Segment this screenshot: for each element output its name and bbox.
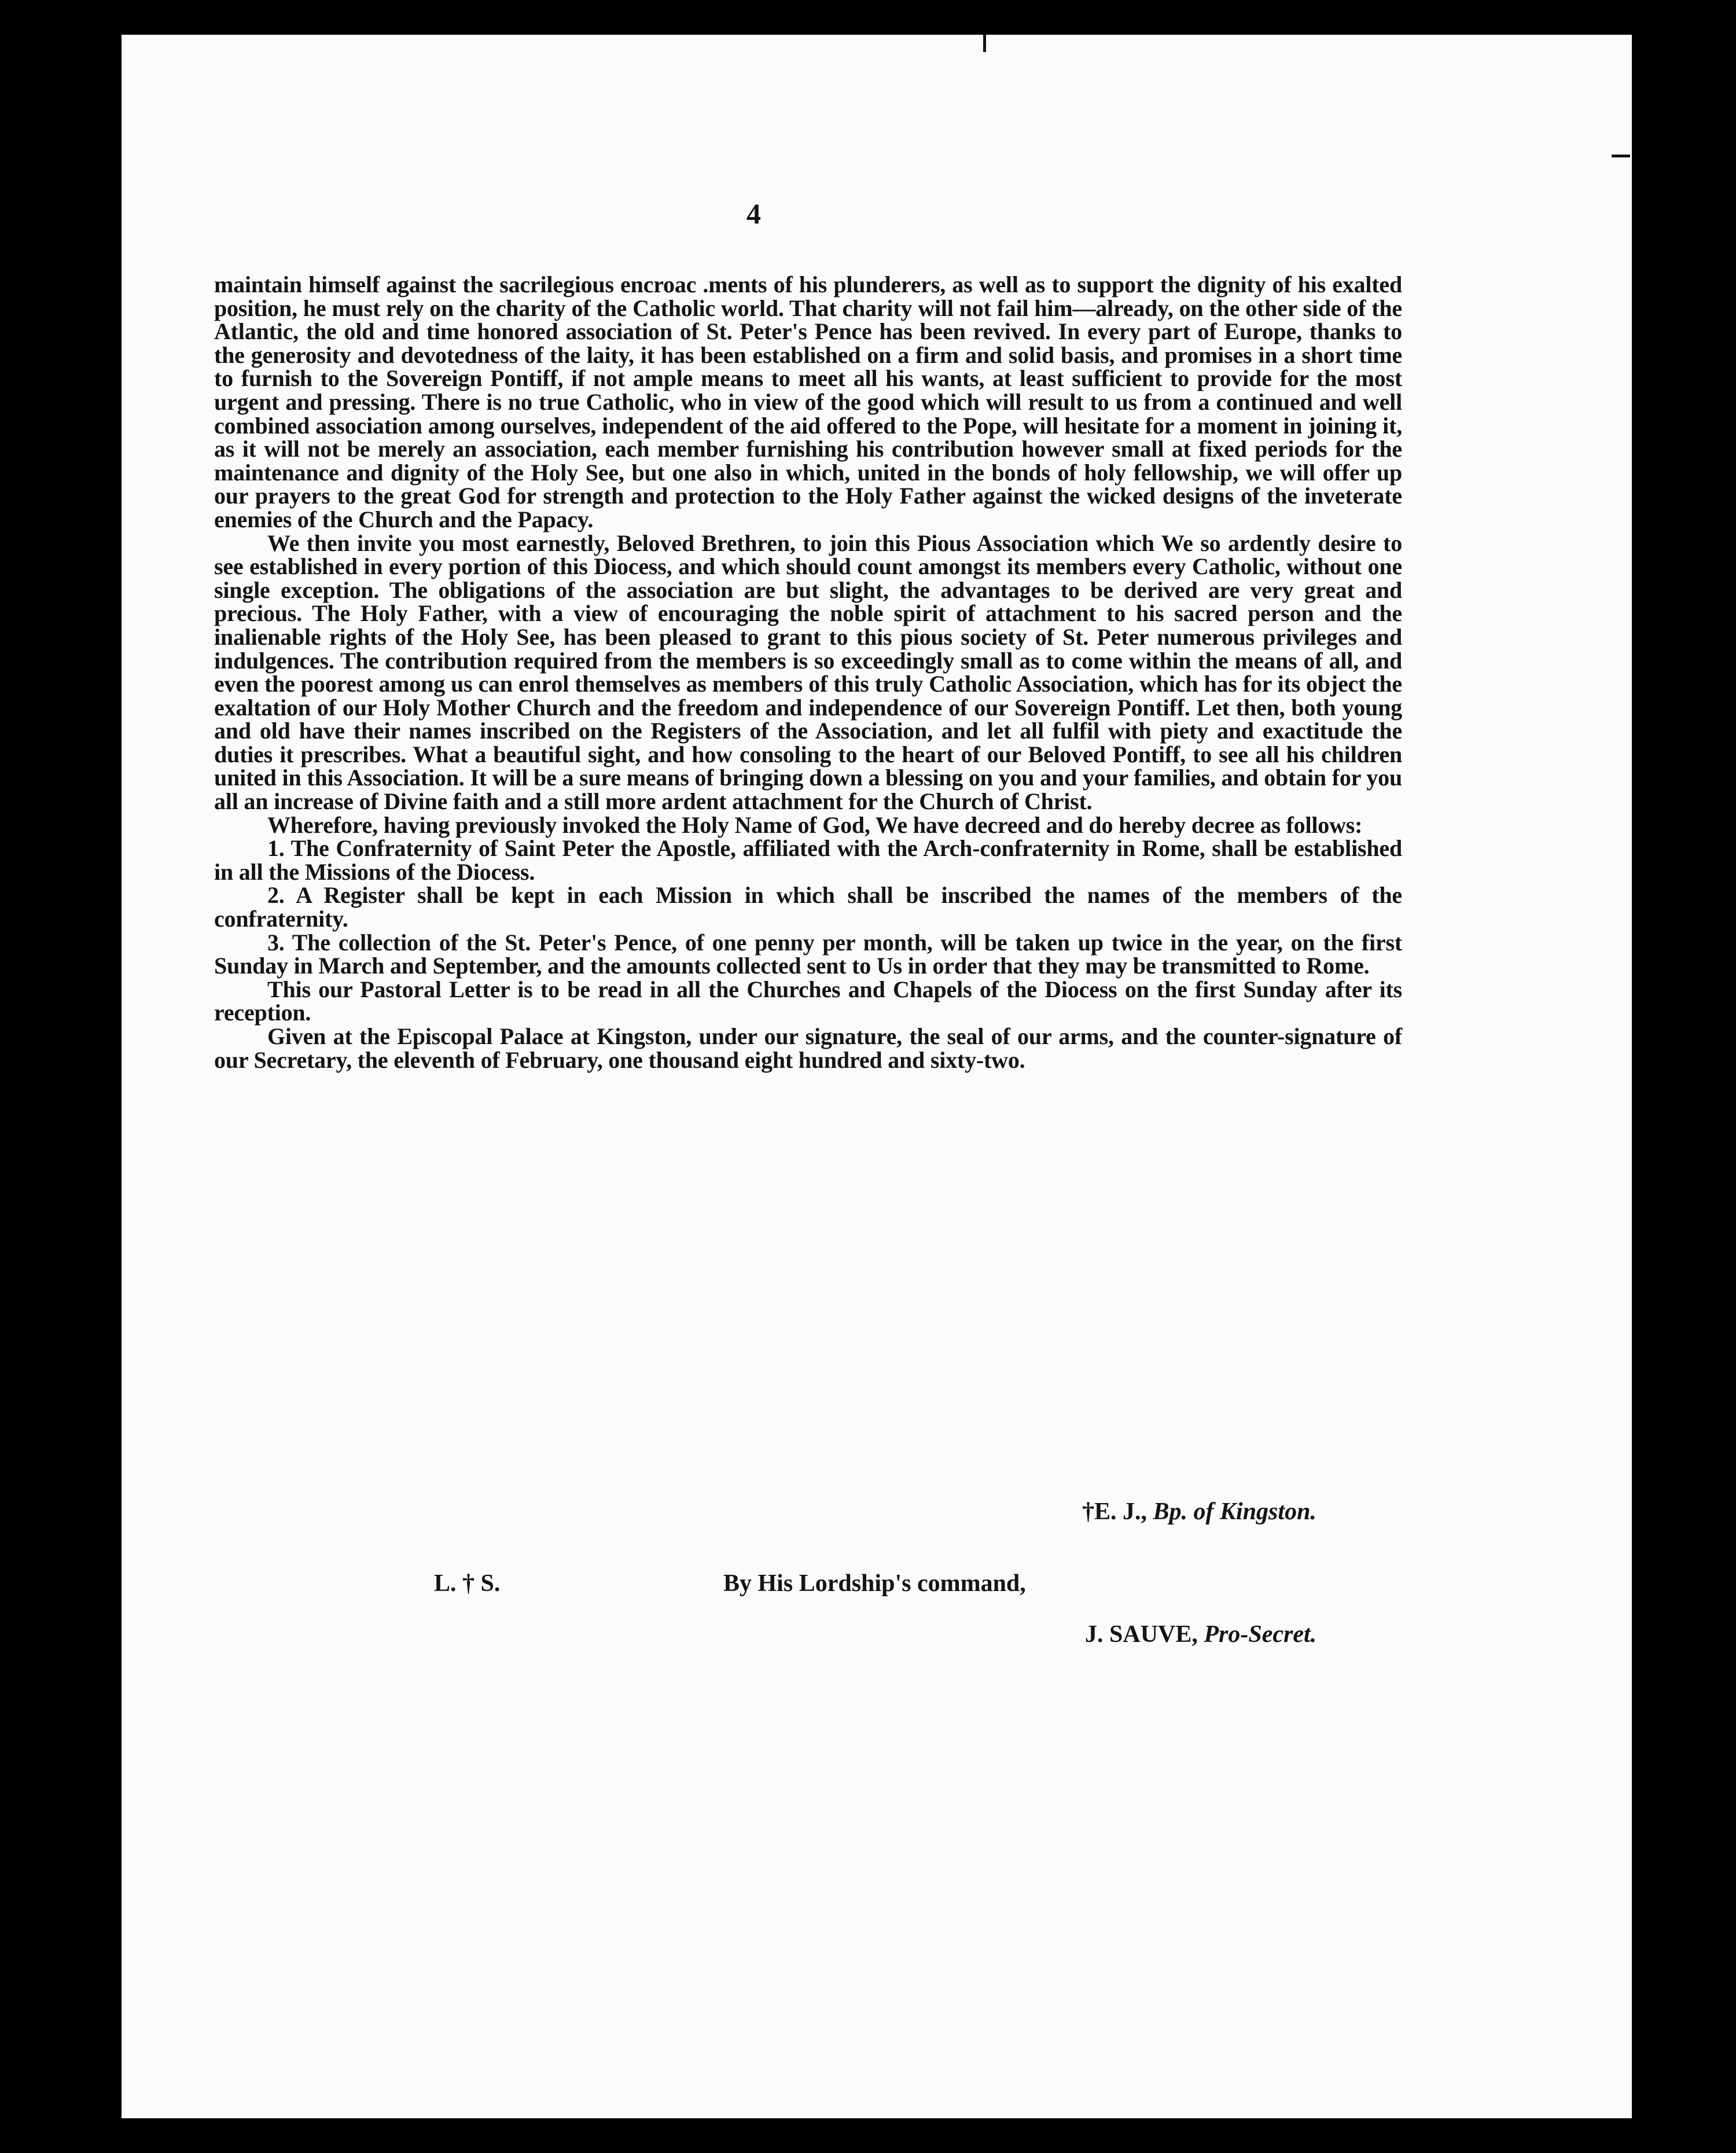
body-paragraph: Wherefore, having previously invoked the Holy Name of God, We have decreed and do hereby decree as follows: [267,811,1363,838]
body-paragraph: This our Pastoral Letter is to be read in all the Churches and Chapels of the Diocess on the first Sunday after its reception. [214,976,1402,1026]
decree-item: 2. A Register shall be kept in each Mission in which shall be inscribed the names of the members of the confraternity. [214,882,1402,932]
page-number: 4 [746,197,761,230]
bishop-title: Bp. of Kingston. [1153,1498,1316,1525]
secretary-name: J. SAUVE, [1085,1621,1198,1648]
bishop-signature [1082,1498,1316,1526]
decree-item: 3. The collection of the St. Peter's Pence, of one penny per month, will be taken up twice in the year, on the first Sunday in March and September, and the amounts collected sent to Us in order that they may be transmitted to Rome. [214,929,1402,979]
letter-body [214,273,1402,1072]
decree-item: 1. The Confraternity of Saint Peter the Apostle, affiliated with the Arch-confraternity in Rome, shall be established in all the Missions of the Diocess. [214,835,1402,885]
bishop-name: †E. J., [1082,1498,1147,1525]
secretary-title: Pro-Secret. [1204,1621,1317,1648]
seal-mark: L. † S. [434,1570,501,1597]
body-paragraph: maintain himself against the sacrilegious encroac .ments of his plunderers, as well as to support the dignity of his exalted position, he must rely on the charity of the Catholic world. That charity will not fail him—already, on the other side of the Atlantic, the old and time honored association of St. Peter's Pence has been revived. In every part of Europe, thanks to the generosity and devotedness of the laity, it has been established on a firm and solid basis, and promises in a short time to furnish to the Sovereign Pontiff, if not ample means to meet all his wants, at least sufficient to provide for the most urgent and pressing. There is no true Catholic, who in view of the good which will result to us from a continued and well combined association among ourselves, independent of the aid offered to the Pope, will hesitate for a moment in joining it, as it will not be merely an association, each member furnishing his contribution however small at fixed periods for the maintenance and dignity of the Holy See, but one also in which, united in the bonds of holy fellowship, we will offer up our prayers to the great God for strength and protection to the Holy Father against the wicked designs of the inveterate enemies of the Church and the Papacy. [214,271,1402,532]
secretary-signature [1085,1621,1316,1648]
scan-mark [983,35,986,52]
command-line: By His Lordship's command, [723,1570,1026,1597]
body-paragraph: We then invite you most earnestly, Beloved Brethren, to join this Pious Association which We so ardently desire to see established in every portion of this Diocess, and which should count amongst its members every Catholic, without one single exception. The obligations of the association are but slight, the advantages to be derived are very great and precious. The Holy Father, with a view of encouraging the noble spirit of attachment to his sacred person and the inalienable rights of the Holy See, has been pleased to grant to this pious society of St. Peter numerous privileges and indulgences. The contribution required from the members is so exceedingly small as to come within the means of all, and even the poorest among us can enrol themselves as members of this truly Catholic Association, which has for its object the exaltation of our Holy Mother Church and the freedom and independence of our Sovereign Pontiff. Let then, both young and old have their names inscribed on the Registers of the Association, and let all fulfil with piety and exactitude the duties it prescribes. What a beautiful sight, and how consoling to the heart of our Beloved Pontiff, to see all his children united in this Association. It will be a sure means of bringing down a blessing on you and your families, and obtain for you all an increase of Divine faith and a still more ardent attachment for the Church of Christ. [214,530,1402,815]
body-paragraph: Given at the Episcopal Palace at Kingston, under our signature, the seal of our arms, and the counter-signature of our Secretary, the eleventh of February, one thousand eight hundred and sixty-two. [214,1023,1402,1073]
scan-mark [1612,155,1630,157]
